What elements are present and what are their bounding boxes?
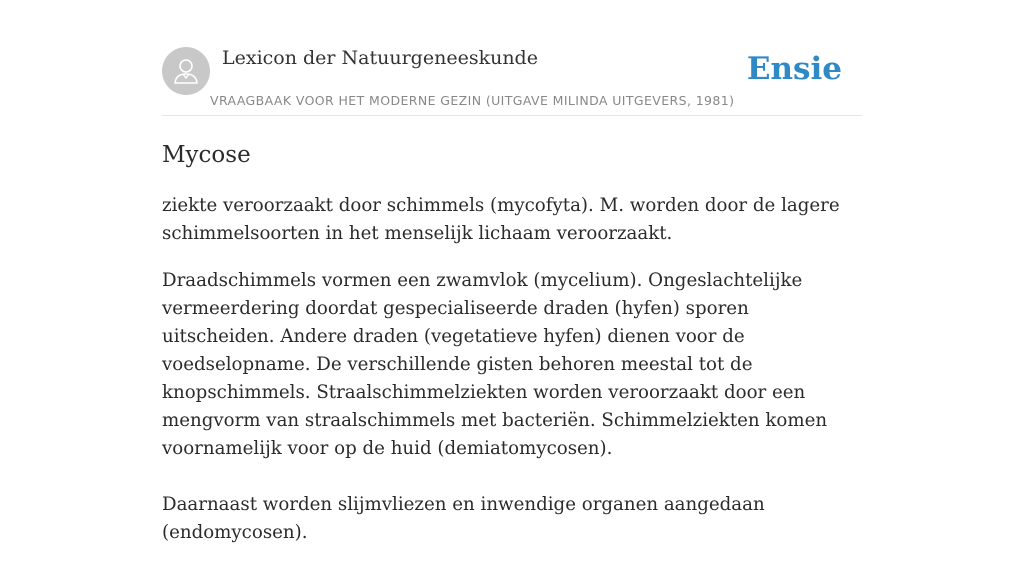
entry-title: Mycose: [162, 142, 251, 168]
source-caption: VRAAGBAAK VOOR HET MODERNE GEZIN (UITGAVE MILINDA UITGEVERS, 1981): [210, 93, 735, 108]
entry-paragraph: Draadschimmels vormen een zwamvlok (mycelium). Ongeslachtelijke vermeerdering doordat gespecialiseerde draden (hyfen) sporen uitscheiden. Andere draden (vegetatieve hyfen) dienen voor de voedselopname. De verschillende gisten behoren meestal tot de knopschimmels. Straalschimmelziekten worden veroorzaakt door een mengvorm van straalschimmels met bacteriën. Schimmelziekten komen voornamelijk voor op de huid (demiatomycosen). Daarnaast worden slijmvliezen en inwendige organen aangedaan (endomycosen).: [162, 270, 828, 543]
avatar[interactable]: [162, 47, 210, 95]
lexicon-title[interactable]: Lexicon der Natuurgeneeskunde: [222, 47, 538, 69]
lexicon-header: [162, 0, 862, 116]
brand-logo-link[interactable]: Ensie: [746, 51, 842, 87]
entry-body: [162, 192, 862, 566]
user-icon: [172, 56, 200, 86]
entry-paragraph: ziekte veroorzaakt door schimmels (mycofyta). M. worden door de lagere schimmelsoorten in het menselijk lichaam veroorzaakt.: [162, 195, 840, 244]
page-container: [162, 0, 862, 543]
